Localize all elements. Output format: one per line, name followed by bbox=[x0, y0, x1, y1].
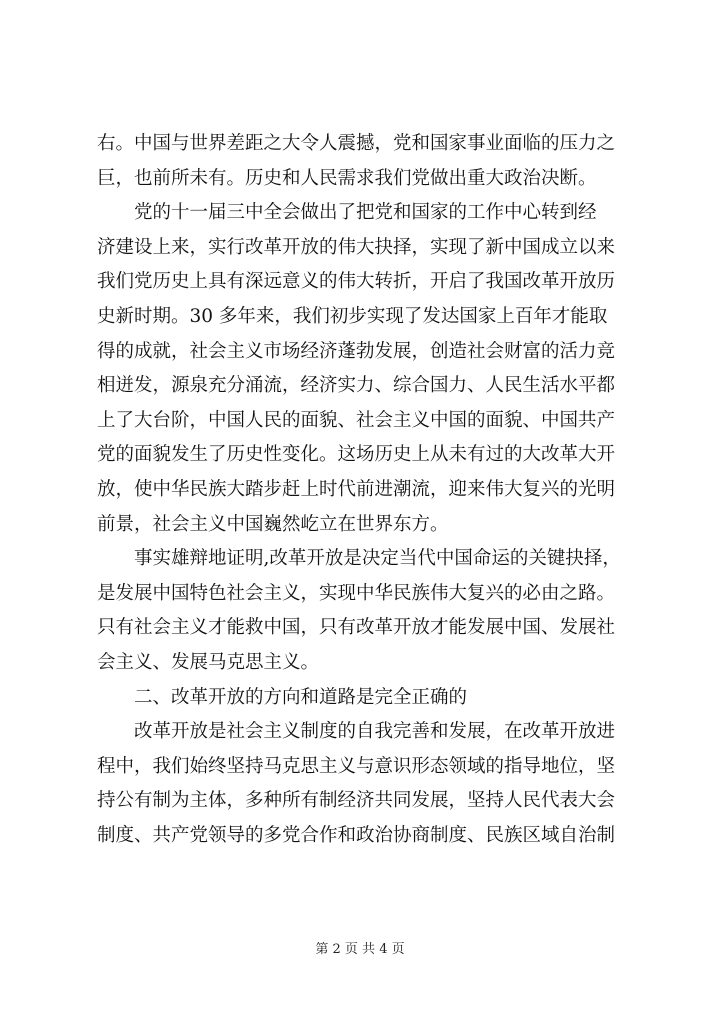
text-line: 右。中国与世界差距之大令人震撼，党和国家事业面临的压力之 bbox=[97, 133, 616, 154]
text-line: 放，使中华民族大踏步赶上时代前进潮流，迎来伟大复兴的光明 bbox=[97, 478, 616, 500]
text-line: 党的十一届三中全会做出了把党和国家的工作中心转到经 bbox=[97, 202, 597, 224]
text-line: 事实雄辩地证明,改革开放是决定当代中国命运的关键抉择， bbox=[97, 548, 621, 570]
text-line: 改革开放是社会主义制度的自我完善和发展，在改革开放进 bbox=[97, 721, 616, 743]
text-line: 会主义、发展马克思主义。 bbox=[97, 651, 320, 673]
text-line: 巨，也前所未有。历史和人民需求我们党做出重大政治决断。 bbox=[97, 167, 597, 189]
text-line: 党的面貌发生了历史性变化。这场历史上从未有过的大改革大开 bbox=[97, 444, 616, 466]
text-line: 相迸发，源泉充分涌流，经济实力、综合国力、人民生活水平都 bbox=[97, 375, 616, 397]
page-number-footer: 第 2 页 共 4 页 bbox=[315, 942, 405, 957]
text-line: 程中，我们始终坚持马克思主义与意识形态领域的指导地位，坚 bbox=[97, 755, 616, 777]
text-line: 上了大台阶，中国人民的面貌、社会主义中国的面貌、中国共产 bbox=[97, 409, 616, 431]
text-line: 只有社会主义才能救中国，只有改革开放才能发展中国、发展社 bbox=[97, 617, 616, 639]
text-line: 得的成就，社会主义市场经济蓬勃发展，创造社会财富的活力竞 bbox=[97, 340, 616, 362]
text-line: 是发展中国特色社会主义，实现中华民族伟大复兴的必由之路。 bbox=[97, 582, 616, 604]
text-line: 持公有制为主体，多种所有制经济共同发展，坚持人民代表大会 bbox=[97, 790, 616, 812]
text-line: 我们党历史上具有深远意义的伟大转折，开启了我国改革开放历 bbox=[97, 271, 616, 293]
body-text bbox=[97, 127, 642, 853]
text-line: 制度、共产党领导的多党合作和政治协商制度、民族区域自治制 bbox=[97, 824, 616, 846]
section-heading: 二、改革开放的方向和道路是完全正确的 bbox=[97, 686, 468, 708]
text-line: 前景，社会主义中国巍然屹立在世界东方。 bbox=[97, 513, 449, 535]
text-line: 济建设上来，实行改革开放的伟大抉择，实现了新中国成立以来 bbox=[97, 236, 616, 258]
text-line: 史新时期。30 多年来，我们初步实现了发达国家上百年才能取 bbox=[97, 305, 608, 327]
